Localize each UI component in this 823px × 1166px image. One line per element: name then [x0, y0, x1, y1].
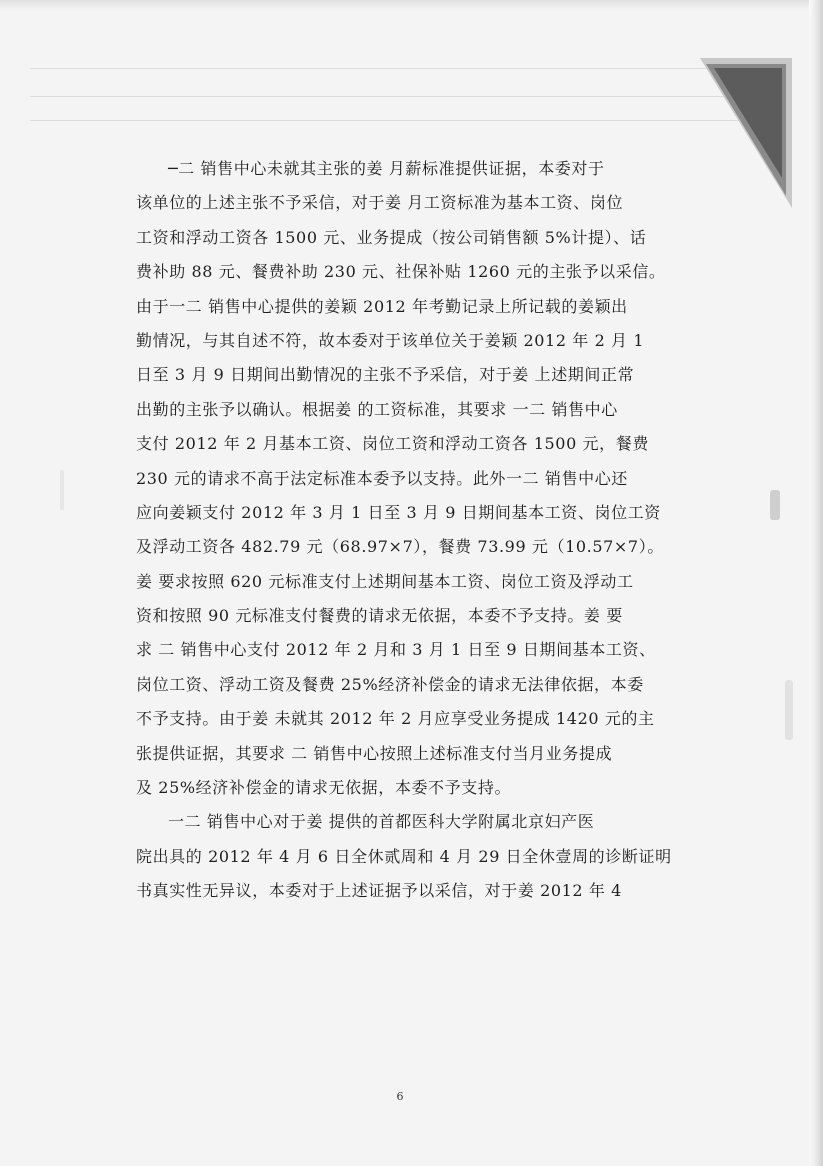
scan-band: [30, 68, 790, 69]
text-line: 日至 3 月 9 日期间出勤情况的主张不予采信，对于姜 上述期间正常: [136, 365, 635, 385]
text-line: 岗位工资、浮动工资及餐费 25%经济补偿金的请求无法律依据，本委: [136, 674, 644, 694]
text-line: 费补助 88 元、餐费补助 230 元、社保补贴 1260 元的主张予以采信。: [136, 262, 666, 282]
text-line: 求 二 销售中心支付 2012 年 2 月和 3 月 1 日至 9 日期间基本工资、: [136, 640, 656, 660]
text-line: 不予支持。由于姜 未就其 2012 年 2 月应享受业务提成 1420 元的主: [136, 709, 655, 729]
scan-band: [30, 120, 790, 121]
text-line: 支付 2012 年 2 月基本工资、岗位工资和浮动工资各 1500 元，餐费: [136, 434, 649, 454]
scan-edge-right: [809, 0, 823, 1166]
text-line: 工资和浮动工资各 1500 元、业务提成（按公司销售额 5%计提）、话: [136, 227, 647, 247]
text-line: ─二 销售中心未就其主张的姜 月薪标准提供证据，本委对于: [168, 159, 605, 178]
text-line: 张提供证据，其要求 二 销售中心按照上述标准支付当月业务提成: [136, 743, 613, 763]
scan-band: [30, 96, 790, 97]
scan-edge-top: [0, 0, 823, 10]
text-line: 姜 要求按照 620 元标准支付上述期间基本工资、岗位工资及浮动工: [136, 571, 634, 591]
body-text: [136, 152, 696, 909]
text-line: 由于一二 销售中心提供的姜颖 2012 年考勤记录上所记载的姜颖出: [136, 296, 628, 316]
page-number: 6: [396, 1090, 404, 1103]
text-line: 该单位的上述主张不予采信，对于姜 月工资标准为基本工资、岗位: [136, 193, 624, 213]
text-line: 应向姜颖支付 2012 年 3 月 1 日至 3 月 9 日期间基本工资、岗位工资: [136, 502, 661, 522]
text-line: 资和按照 90 元标准支付餐费的请求无依据，本委不予支持。姜 要: [136, 606, 623, 626]
text-line: 勤情况，与其自述不符，故本委对于该单位关于姜颖 2012 年 2 月 1: [136, 330, 645, 350]
text-line: 230 元的请求不高于法定标准本委予以支持。此外一二 销售中心还: [136, 468, 628, 488]
text-line: 一二 销售中心对于姜 提供的首都医科大学附属北京妇产医: [168, 812, 595, 832]
text-line: 及浮动工资各 482.79 元（68.97×7），餐费 73.99 元（10.57×7）。: [136, 537, 664, 557]
folded-corner: [700, 58, 792, 208]
binding-mark: [770, 490, 780, 520]
text-line: 出勤的主张予以确认。根据姜 的工资标准，其要求 一二 销售中心: [136, 399, 618, 419]
binding-mark: [785, 680, 793, 740]
text-line: 书真实性无异议，本委对于上述证据予以采信，对于姜 2012 年 4: [136, 881, 622, 901]
text-line: 及 25%经济补偿金的请求无依据，本委不予支持。: [136, 778, 512, 798]
text-line: 院出具的 2012 年 4 月 6 日全休贰周和 4 月 29 日全休壹周的诊断证明: [136, 846, 672, 866]
scan-smudge: [60, 470, 64, 510]
